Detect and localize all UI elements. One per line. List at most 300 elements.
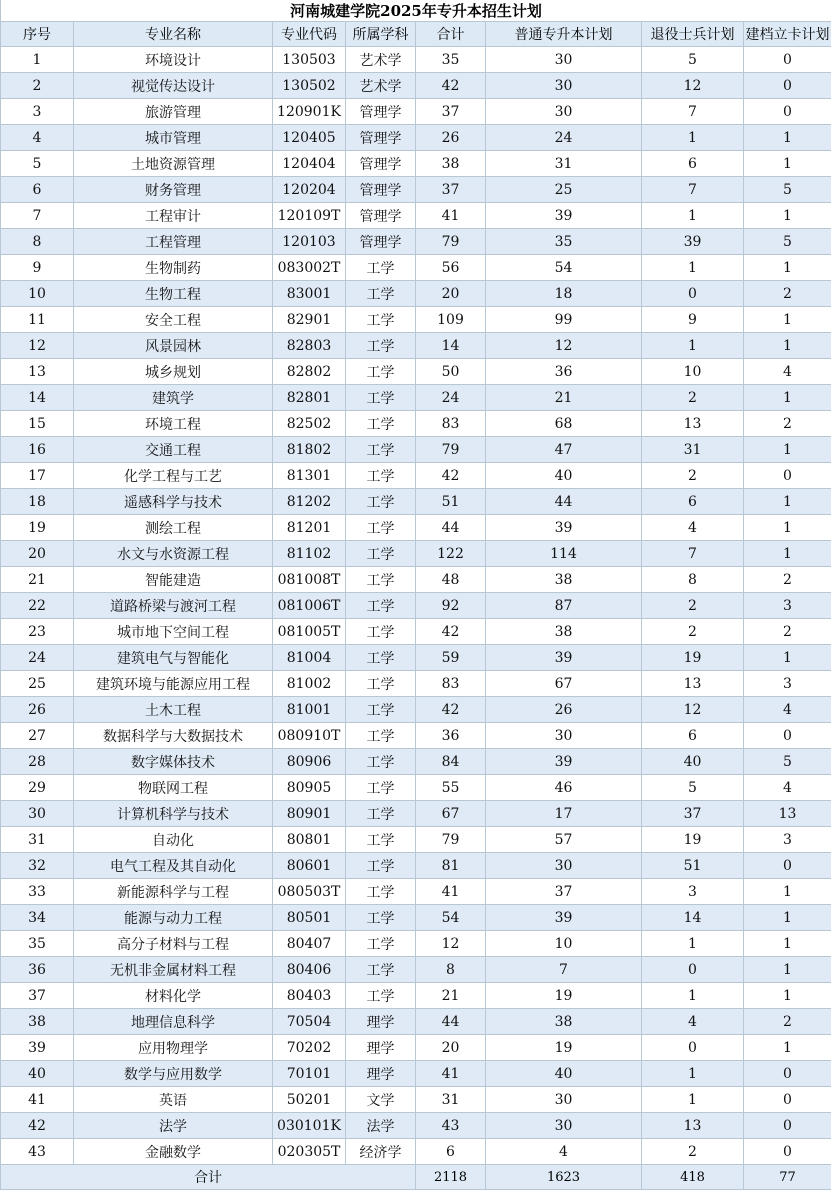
index-cell: 4 xyxy=(1,125,74,151)
header-poverty-plan: 建档立卡计划 xyxy=(744,22,831,47)
major-code-cell: 70202 xyxy=(273,1035,346,1061)
index-cell: 5 xyxy=(1,151,74,177)
index-cell: 31 xyxy=(1,827,74,853)
discipline-cell: 理学 xyxy=(346,1061,416,1087)
poverty-plan-cell: 0 xyxy=(744,47,831,73)
major-code-cell: 81004 xyxy=(273,645,346,671)
header-discipline: 所属学科 xyxy=(346,22,416,47)
major-code-cell: 80801 xyxy=(273,827,346,853)
regular-plan-cell: 46 xyxy=(486,775,642,801)
major-name-cell: 水文与水资源工程 xyxy=(74,541,273,567)
total-label: 合计 xyxy=(1,1165,416,1190)
total-cell: 20 xyxy=(416,1035,486,1061)
total-cell: 42 xyxy=(416,619,486,645)
major-name-cell: 金融数学 xyxy=(74,1139,273,1165)
major-code-cell: 030101K xyxy=(273,1113,346,1139)
veteran-plan-cell: 2 xyxy=(642,385,744,411)
veteran-plan-cell: 0 xyxy=(642,957,744,983)
header-row xyxy=(1,22,831,47)
major-name-cell: 城市地下空间工程 xyxy=(74,619,273,645)
total-cell: 79 xyxy=(416,827,486,853)
major-name-cell: 能源与动力工程 xyxy=(74,905,273,931)
table-row xyxy=(1,333,831,359)
sheet-title: 河南城建学院2025年专升本招生计划 xyxy=(1,0,831,22)
veteran-plan-cell: 19 xyxy=(642,645,744,671)
poverty-plan-cell: 1 xyxy=(744,437,831,463)
discipline-cell: 工学 xyxy=(346,827,416,853)
veteran-plan-cell: 0 xyxy=(642,281,744,307)
discipline-cell: 理学 xyxy=(346,1009,416,1035)
regular-plan-cell: 30 xyxy=(486,723,642,749)
major-code-cell: 081006T xyxy=(273,593,346,619)
index-cell: 16 xyxy=(1,437,74,463)
table-row xyxy=(1,1139,831,1165)
major-code-cell: 80601 xyxy=(273,853,346,879)
table-row xyxy=(1,749,831,775)
regular-plan-cell: 24 xyxy=(486,125,642,151)
major-name-cell: 法学 xyxy=(74,1113,273,1139)
table-row xyxy=(1,359,831,385)
table-row xyxy=(1,619,831,645)
discipline-cell: 工学 xyxy=(346,515,416,541)
regular-plan-cell: 7 xyxy=(486,957,642,983)
major-name-cell: 建筑学 xyxy=(74,385,273,411)
table-row xyxy=(1,879,831,905)
poverty-plan-cell: 1 xyxy=(744,515,831,541)
total-cell: 50 xyxy=(416,359,486,385)
table-row xyxy=(1,255,831,281)
table-row xyxy=(1,1009,831,1035)
major-code-cell: 80906 xyxy=(273,749,346,775)
index-cell: 7 xyxy=(1,203,74,229)
discipline-cell: 工学 xyxy=(346,333,416,359)
poverty-plan-cell: 0 xyxy=(744,1113,831,1139)
index-cell: 25 xyxy=(1,671,74,697)
index-cell: 6 xyxy=(1,177,74,203)
poverty-plan-cell: 1 xyxy=(744,957,831,983)
major-name-cell: 数字媒体技术 xyxy=(74,749,273,775)
discipline-cell: 工学 xyxy=(346,801,416,827)
major-code-cell: 80905 xyxy=(273,775,346,801)
discipline-cell: 工学 xyxy=(346,411,416,437)
discipline-cell: 管理学 xyxy=(346,177,416,203)
poverty-plan-cell: 2 xyxy=(744,411,831,437)
regular-plan-cell: 39 xyxy=(486,645,642,671)
veteran-plan-cell: 12 xyxy=(642,697,744,723)
total-cell: 92 xyxy=(416,593,486,619)
veteran-plan-cell: 3 xyxy=(642,879,744,905)
table-row xyxy=(1,723,831,749)
major-code-cell: 120405 xyxy=(273,125,346,151)
veteran-plan-cell: 51 xyxy=(642,853,744,879)
poverty-plan-cell: 5 xyxy=(744,229,831,255)
discipline-cell: 艺术学 xyxy=(346,47,416,73)
poverty-plan-cell: 1 xyxy=(744,307,831,333)
total-cell: 56 xyxy=(416,255,486,281)
table-row xyxy=(1,1087,831,1113)
table-row xyxy=(1,801,831,827)
major-name-cell: 材料化学 xyxy=(74,983,273,1009)
table-row xyxy=(1,827,831,853)
major-name-cell: 新能源科学与工程 xyxy=(74,879,273,905)
index-cell: 26 xyxy=(1,697,74,723)
total-cell: 8 xyxy=(416,957,486,983)
regular-plan-cell: 19 xyxy=(486,1035,642,1061)
table-row xyxy=(1,47,831,73)
veteran-plan-cell: 39 xyxy=(642,229,744,255)
total-cell: 14 xyxy=(416,333,486,359)
total-cell: 44 xyxy=(416,515,486,541)
index-cell: 37 xyxy=(1,983,74,1009)
major-code-cell: 80406 xyxy=(273,957,346,983)
discipline-cell: 法学 xyxy=(346,1113,416,1139)
poverty-plan-cell: 4 xyxy=(744,359,831,385)
major-code-cell: 83001 xyxy=(273,281,346,307)
regular-plan-cell: 21 xyxy=(486,385,642,411)
major-name-cell: 土地资源管理 xyxy=(74,151,273,177)
regular-plan-cell: 19 xyxy=(486,983,642,1009)
regular-plan-cell: 40 xyxy=(486,1061,642,1087)
major-code-cell: 70101 xyxy=(273,1061,346,1087)
total-cell: 37 xyxy=(416,177,486,203)
poverty-plan-cell: 0 xyxy=(744,1087,831,1113)
index-cell: 11 xyxy=(1,307,74,333)
poverty-plan-cell: 0 xyxy=(744,99,831,125)
regular-plan-cell: 57 xyxy=(486,827,642,853)
table-row xyxy=(1,229,831,255)
regular-plan-cell: 40 xyxy=(486,463,642,489)
major-name-cell: 物联网工程 xyxy=(74,775,273,801)
major-code-cell: 82802 xyxy=(273,359,346,385)
regular-plan-cell: 38 xyxy=(486,567,642,593)
poverty-plan-cell: 4 xyxy=(744,697,831,723)
major-code-cell: 82803 xyxy=(273,333,346,359)
major-code-cell: 81802 xyxy=(273,437,346,463)
table-row xyxy=(1,593,831,619)
total-cell: 84 xyxy=(416,749,486,775)
regular-plan-cell: 39 xyxy=(486,515,642,541)
veteran-plan-cell: 0 xyxy=(642,1035,744,1061)
discipline-cell: 工学 xyxy=(346,905,416,931)
major-name-cell: 工程审计 xyxy=(74,203,273,229)
index-cell: 13 xyxy=(1,359,74,385)
discipline-cell: 工学 xyxy=(346,307,416,333)
veteran-plan-cell: 5 xyxy=(642,775,744,801)
total-cell: 37 xyxy=(416,99,486,125)
major-name-cell: 土木工程 xyxy=(74,697,273,723)
veteran-plan-cell: 4 xyxy=(642,515,744,541)
major-name-cell: 测绘工程 xyxy=(74,515,273,541)
major-code-cell: 82801 xyxy=(273,385,346,411)
table-row xyxy=(1,177,831,203)
major-code-cell: 081005T xyxy=(273,619,346,645)
major-code-cell: 81201 xyxy=(273,515,346,541)
major-name-cell: 安全工程 xyxy=(74,307,273,333)
major-name-cell: 视觉传达设计 xyxy=(74,73,273,99)
discipline-cell: 管理学 xyxy=(346,203,416,229)
total-cell: 20 xyxy=(416,281,486,307)
regular-plan-cell: 47 xyxy=(486,437,642,463)
major-name-cell: 环境工程 xyxy=(74,411,273,437)
veteran-plan-cell: 13 xyxy=(642,671,744,697)
regular-plan-cell: 67 xyxy=(486,671,642,697)
discipline-cell: 工学 xyxy=(346,723,416,749)
regular-plan-cell: 4 xyxy=(486,1139,642,1165)
table-row xyxy=(1,1035,831,1061)
poverty-plan-cell: 4 xyxy=(744,775,831,801)
total-cell: 83 xyxy=(416,671,486,697)
table-row xyxy=(1,1061,831,1087)
index-cell: 8 xyxy=(1,229,74,255)
table-row xyxy=(1,463,831,489)
major-name-cell: 财务管理 xyxy=(74,177,273,203)
table-row xyxy=(1,697,831,723)
poverty-plan-cell: 3 xyxy=(744,827,831,853)
major-code-cell: 80901 xyxy=(273,801,346,827)
regular-plan-cell: 30 xyxy=(486,47,642,73)
regular-plan-cell: 99 xyxy=(486,307,642,333)
table-row xyxy=(1,385,831,411)
veteran-plan-cell: 7 xyxy=(642,541,744,567)
discipline-cell: 艺术学 xyxy=(346,73,416,99)
index-cell: 32 xyxy=(1,853,74,879)
major-code-cell: 81202 xyxy=(273,489,346,515)
veteran-plan-cell: 6 xyxy=(642,151,744,177)
major-name-cell: 环境设计 xyxy=(74,47,273,73)
regular-plan-cell: 17 xyxy=(486,801,642,827)
index-cell: 43 xyxy=(1,1139,74,1165)
index-cell: 20 xyxy=(1,541,74,567)
table-row xyxy=(1,437,831,463)
total-cell: 44 xyxy=(416,1009,486,1035)
veteran-plan-cell: 14 xyxy=(642,905,744,931)
poverty-plan-cell: 1 xyxy=(744,333,831,359)
table-row xyxy=(1,99,831,125)
regular-plan-cell: 68 xyxy=(486,411,642,437)
major-name-cell: 生物制药 xyxy=(74,255,273,281)
veteran-plan-cell: 1 xyxy=(642,1061,744,1087)
major-code-cell: 120901K xyxy=(273,99,346,125)
major-name-cell: 城乡规划 xyxy=(74,359,273,385)
discipline-cell: 工学 xyxy=(346,385,416,411)
discipline-cell: 管理学 xyxy=(346,99,416,125)
total-regular: 1623 xyxy=(486,1165,642,1190)
table-row xyxy=(1,645,831,671)
discipline-cell: 文学 xyxy=(346,1087,416,1113)
poverty-plan-cell: 5 xyxy=(744,749,831,775)
major-code-cell: 120404 xyxy=(273,151,346,177)
total-cell: 41 xyxy=(416,203,486,229)
regular-plan-cell: 38 xyxy=(486,619,642,645)
major-name-cell: 城市管理 xyxy=(74,125,273,151)
discipline-cell: 工学 xyxy=(346,931,416,957)
regular-plan-cell: 30 xyxy=(486,853,642,879)
regular-plan-cell: 39 xyxy=(486,749,642,775)
regular-plan-cell: 10 xyxy=(486,931,642,957)
poverty-plan-cell: 1 xyxy=(744,645,831,671)
table-row xyxy=(1,515,831,541)
title-row xyxy=(1,0,831,22)
veteran-plan-cell: 13 xyxy=(642,411,744,437)
poverty-plan-cell: 0 xyxy=(744,73,831,99)
discipline-cell: 管理学 xyxy=(346,229,416,255)
table-row xyxy=(1,931,831,957)
total-sum: 2118 xyxy=(416,1165,486,1190)
discipline-cell: 经济学 xyxy=(346,1139,416,1165)
veteran-plan-cell: 6 xyxy=(642,723,744,749)
regular-plan-cell: 39 xyxy=(486,203,642,229)
total-cell: 55 xyxy=(416,775,486,801)
veteran-plan-cell: 40 xyxy=(642,749,744,775)
discipline-cell: 理学 xyxy=(346,1035,416,1061)
table-row xyxy=(1,73,831,99)
major-name-cell: 化学工程与工艺 xyxy=(74,463,273,489)
major-code-cell: 120204 xyxy=(273,177,346,203)
poverty-plan-cell: 0 xyxy=(744,1061,831,1087)
poverty-plan-cell: 1 xyxy=(744,1035,831,1061)
regular-plan-cell: 87 xyxy=(486,593,642,619)
discipline-cell: 工学 xyxy=(346,645,416,671)
discipline-cell: 工学 xyxy=(346,255,416,281)
index-cell: 9 xyxy=(1,255,74,281)
veteran-plan-cell: 1 xyxy=(642,333,744,359)
total-cell: 38 xyxy=(416,151,486,177)
poverty-plan-cell: 0 xyxy=(744,853,831,879)
poverty-plan-cell: 1 xyxy=(744,125,831,151)
major-name-cell: 道路桥梁与渡河工程 xyxy=(74,593,273,619)
index-cell: 22 xyxy=(1,593,74,619)
table-row xyxy=(1,1113,831,1139)
major-code-cell: 82502 xyxy=(273,411,346,437)
total-cell: 109 xyxy=(416,307,486,333)
major-code-cell: 080910T xyxy=(273,723,346,749)
major-code-cell: 80407 xyxy=(273,931,346,957)
major-name-cell: 数学与应用数学 xyxy=(74,1061,273,1087)
table-row xyxy=(1,775,831,801)
veteran-plan-cell: 31 xyxy=(642,437,744,463)
poverty-plan-cell: 2 xyxy=(744,1009,831,1035)
discipline-cell: 工学 xyxy=(346,593,416,619)
index-cell: 33 xyxy=(1,879,74,905)
major-name-cell: 地理信息科学 xyxy=(74,1009,273,1035)
discipline-cell: 工学 xyxy=(346,879,416,905)
header-veteran-plan: 退役士兵计划 xyxy=(642,22,744,47)
table-row xyxy=(1,411,831,437)
major-code-cell: 120103 xyxy=(273,229,346,255)
major-code-cell: 081008T xyxy=(273,567,346,593)
discipline-cell: 工学 xyxy=(346,437,416,463)
veteran-plan-cell: 12 xyxy=(642,73,744,99)
major-name-cell: 交通工程 xyxy=(74,437,273,463)
total-cell: 26 xyxy=(416,125,486,151)
total-cell: 48 xyxy=(416,567,486,593)
poverty-plan-cell: 3 xyxy=(744,671,831,697)
table-row xyxy=(1,281,831,307)
table-row xyxy=(1,905,831,931)
index-cell: 12 xyxy=(1,333,74,359)
major-code-cell: 080503T xyxy=(273,879,346,905)
discipline-cell: 工学 xyxy=(346,853,416,879)
poverty-plan-cell: 0 xyxy=(744,463,831,489)
poverty-plan-cell: 2 xyxy=(744,619,831,645)
poverty-plan-cell: 3 xyxy=(744,593,831,619)
index-cell: 1 xyxy=(1,47,74,73)
index-cell: 24 xyxy=(1,645,74,671)
discipline-cell: 工学 xyxy=(346,775,416,801)
veteran-plan-cell: 13 xyxy=(642,1113,744,1139)
index-cell: 38 xyxy=(1,1009,74,1035)
veteran-plan-cell: 9 xyxy=(642,307,744,333)
index-cell: 3 xyxy=(1,99,74,125)
header-major-code: 专业代码 xyxy=(273,22,346,47)
index-cell: 15 xyxy=(1,411,74,437)
regular-plan-cell: 30 xyxy=(486,99,642,125)
veteran-plan-cell: 5 xyxy=(642,47,744,73)
poverty-plan-cell: 2 xyxy=(744,281,831,307)
total-cell: 81 xyxy=(416,853,486,879)
total-cell: 6 xyxy=(416,1139,486,1165)
total-cell: 67 xyxy=(416,801,486,827)
index-cell: 29 xyxy=(1,775,74,801)
table-row xyxy=(1,983,831,1009)
major-name-cell: 生物工程 xyxy=(74,281,273,307)
total-cell: 36 xyxy=(416,723,486,749)
regular-plan-cell: 114 xyxy=(486,541,642,567)
major-code-cell: 020305T xyxy=(273,1139,346,1165)
major-code-cell: 70504 xyxy=(273,1009,346,1035)
index-cell: 40 xyxy=(1,1061,74,1087)
poverty-plan-cell: 0 xyxy=(744,723,831,749)
discipline-cell: 管理学 xyxy=(346,151,416,177)
major-name-cell: 建筑环境与能源应用工程 xyxy=(74,671,273,697)
index-cell: 27 xyxy=(1,723,74,749)
total-cell: 41 xyxy=(416,879,486,905)
table-row xyxy=(1,671,831,697)
total-cell: 79 xyxy=(416,229,486,255)
poverty-plan-cell: 5 xyxy=(744,177,831,203)
major-code-cell: 130503 xyxy=(273,47,346,73)
veteran-plan-cell: 7 xyxy=(642,99,744,125)
discipline-cell: 工学 xyxy=(346,697,416,723)
poverty-plan-cell: 13 xyxy=(744,801,831,827)
discipline-cell: 工学 xyxy=(346,749,416,775)
total-poverty: 77 xyxy=(744,1165,831,1190)
index-cell: 39 xyxy=(1,1035,74,1061)
index-cell: 42 xyxy=(1,1113,74,1139)
major-name-cell: 工程管理 xyxy=(74,229,273,255)
total-cell: 42 xyxy=(416,463,486,489)
discipline-cell: 工学 xyxy=(346,671,416,697)
major-name-cell: 建筑电气与智能化 xyxy=(74,645,273,671)
header-regular-plan: 普通专升本计划 xyxy=(486,22,642,47)
veteran-plan-cell: 1 xyxy=(642,931,744,957)
index-cell: 19 xyxy=(1,515,74,541)
poverty-plan-cell: 1 xyxy=(744,905,831,931)
index-cell: 35 xyxy=(1,931,74,957)
veteran-plan-cell: 10 xyxy=(642,359,744,385)
veteran-plan-cell: 19 xyxy=(642,827,744,853)
poverty-plan-cell: 1 xyxy=(744,203,831,229)
total-cell: 79 xyxy=(416,437,486,463)
discipline-cell: 工学 xyxy=(346,957,416,983)
regular-plan-cell: 26 xyxy=(486,697,642,723)
major-code-cell: 81102 xyxy=(273,541,346,567)
discipline-cell: 管理学 xyxy=(346,125,416,151)
major-code-cell: 82901 xyxy=(273,307,346,333)
veteran-plan-cell: 6 xyxy=(642,489,744,515)
major-name-cell: 风景园林 xyxy=(74,333,273,359)
poverty-plan-cell: 1 xyxy=(744,541,831,567)
